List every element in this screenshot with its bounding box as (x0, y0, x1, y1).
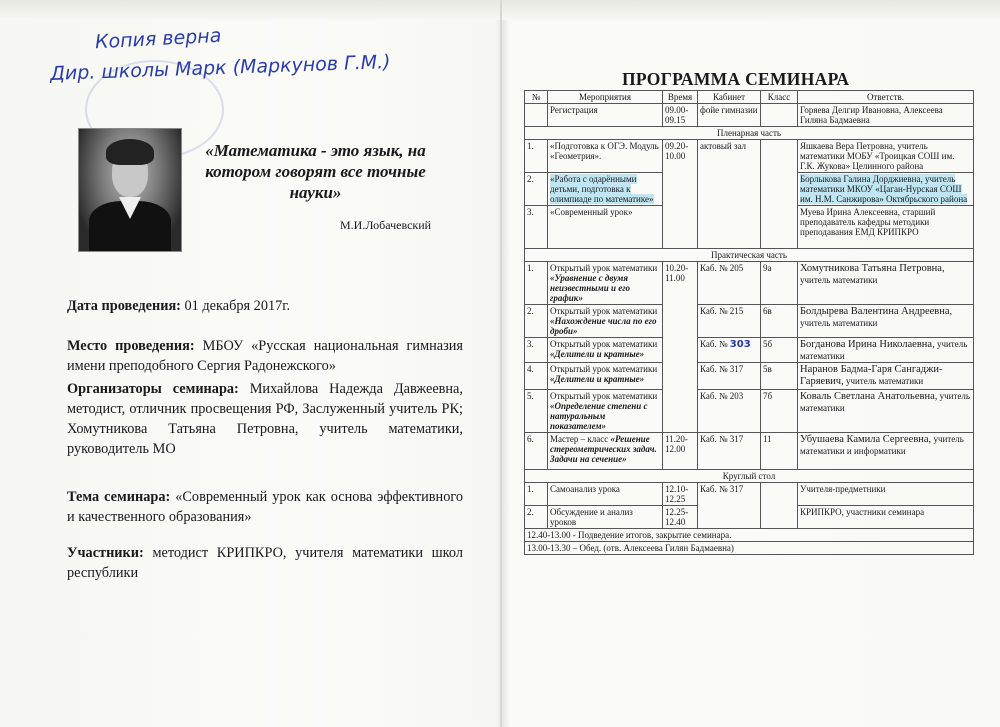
cell-class: 9а (761, 262, 798, 305)
cell-room: Каб. № 303 (698, 338, 761, 363)
cell-event: Обсуждение и анализ уроков (548, 506, 663, 529)
cell-event: Мастер – класс «Решение стереометрических задач. Задачи на сечение» (548, 433, 663, 470)
table-row (525, 483, 974, 506)
cell-event: Открытый урок математики «Делители и кратные» (548, 338, 663, 363)
cell-responsible: Учителя-предметники (798, 483, 974, 506)
cell-number: 2. (525, 506, 548, 529)
cell-number: 5. (525, 390, 548, 433)
section-practical: Практическая часть (525, 249, 974, 262)
epigraph-quote: «Математика - это язык, на котором говорят все точные науки» (205, 141, 426, 202)
cell-responsible: Муева Ирина Алексеевна, старший преподаватель кафедры методики преподавания ЕМД КРИПКРО (798, 206, 974, 249)
cell-number: 1. (525, 483, 548, 506)
cell-event: Регистрация (548, 104, 663, 127)
cell-time: 09.00-09.15 (663, 104, 698, 127)
seminar-participants: Участники: методист КРИПКРО, учителя математики школ республики (67, 545, 463, 581)
seminar-date: Дата проведения: 01 декабря 2017г. (67, 298, 291, 314)
cell-responsible: Хомутникова Татьяна Петровна, учитель математики (798, 262, 974, 305)
seminar-organizers: Организаторы семинара: Михайлова Надежда Давжеевна, методист, отличник просвещения РФ, Заслуженный учитель РК; Хомутникова Татьяна Петровна, учитель математики, руководитель МО (67, 381, 463, 457)
cell-number: 1. (525, 262, 548, 305)
table-row (525, 338, 974, 363)
cell-number: 2. (525, 305, 548, 338)
cell-event: Открытый урок математики «Нахождение числа по его дроби» (548, 305, 663, 338)
program-title: ПРОГРАММА СЕМИНАРА (622, 69, 850, 89)
header-responsible: Ответств. (798, 91, 974, 104)
cell-event: Самоанализ урока (548, 483, 663, 506)
cell-class: 5в (761, 363, 798, 390)
cell-responsible: Убушаева Камила Сергеевна, учитель математики и информатики (798, 433, 974, 470)
header-room: Кабинет (698, 91, 761, 104)
table-row (525, 104, 974, 127)
cell-event: Открытый урок математики «Уравнение с двумя неизвестными и его график» (548, 262, 663, 305)
cell-event: «Современный урок» (548, 206, 663, 249)
cell-number: 1. (525, 140, 548, 173)
header-event: Мероприятия (548, 91, 663, 104)
cell-event: «Работа с одарёнными детьми, подготовка к олимпиаде по математике» (548, 173, 663, 206)
cell-room: Каб. № 317 (698, 433, 761, 470)
table-row (525, 390, 974, 433)
cell-class: 5б (761, 338, 798, 363)
table-header-row (525, 91, 974, 104)
cell-time: 12.25-12.40 (663, 506, 698, 529)
cell-class: 7б (761, 390, 798, 433)
cell-responsible: Коваль Светлана Анатольевна, учитель математики (798, 390, 974, 433)
cell-room: Каб. № 317 (698, 483, 761, 529)
cell-responsible: КРИПКРО, участники семинара (798, 506, 974, 529)
table-row (525, 262, 974, 305)
cell-responsible: Яшкаева Вера Петровна, учитель математики МОБУ «Троицкая СОШ им. Г.К. Жукова» Целинного района (798, 140, 974, 173)
cell-room: фойе гимназии (698, 104, 761, 127)
cell-number: 3. (525, 338, 548, 363)
section-plenary: Пленарная часть (525, 127, 974, 140)
cell-room: актовый зал (698, 140, 761, 249)
header-class: Класс (761, 91, 798, 104)
cell-number: 3. (525, 206, 548, 249)
cell-room: Каб. № 317 (698, 363, 761, 390)
cell-event: Открытый урок математики «Делители и кратные» (548, 363, 663, 390)
cell-time: 12.10-12.25 (663, 483, 698, 506)
cell-time: 11.20-12.00 (663, 433, 698, 470)
cell-responsible: Наранов Бадма-Гаря Сангаджи-Гаряевич, учитель математики (798, 363, 974, 390)
cell-time: 10.20-11.00 (663, 262, 698, 433)
page-fold (500, 0, 502, 727)
cell-number: 2. (525, 173, 548, 206)
epigraph-author: М.И.Лобачевский (340, 218, 432, 232)
cell-event: Открытый урок математики «Определение степени с натуральным показателем» (548, 390, 663, 433)
cell-event: «Подготовка к ОГЭ. Модуль «Геометрия». (548, 140, 663, 173)
handwritten-certification-line2: Дир. школы Марк (Маркунов Г.М.) (49, 51, 391, 85)
header-number: № (525, 91, 548, 104)
cell-room: Каб. № 205 (698, 262, 761, 305)
cell-responsible: Болдырева Валентина Андреевна, учитель математики (798, 305, 974, 338)
seminar-place: Место проведения: МБОУ «Русская национальная гимназия имени преподобного Сергия Радонежского» (67, 338, 463, 374)
cell-responsible: Горяева Делгир Ивановна, Алексеева Гиляна Бадмаевна (798, 104, 974, 127)
handwritten-certification-line1: Копия верна (94, 24, 222, 54)
footer-line-lunch: 13.00-13.30 – Обед. (отв. Алексеева Гилян Бадмаевна) (525, 542, 974, 555)
cell-responsible: Борлыкова Галина Дорджиевна, учитель математики МКОУ «Цаган-Нурская СОШ им. Н.М. Санжирова» Октябрьского района (798, 173, 974, 206)
table-row (525, 140, 974, 173)
cell-number: 6. (525, 433, 548, 470)
header-time: Время (663, 91, 698, 104)
section-round-table: Круглый стол (525, 470, 974, 483)
cell-class: 6в (761, 305, 798, 338)
cell-class: 11 (761, 433, 798, 470)
program-table (524, 90, 974, 555)
cell-room: Каб. № 203 (698, 390, 761, 433)
cell-responsible: Богданова Ирина Николаевна, учитель математики (798, 338, 974, 363)
cell-time: 09.20-10.00 (663, 140, 698, 249)
lobachevsky-portrait (78, 128, 182, 252)
cell-number: 4. (525, 363, 548, 390)
table-row (525, 363, 974, 390)
handwritten-room-number: 303 (729, 339, 751, 350)
table-row (525, 433, 974, 470)
seminar-theme: Тема семинара: «Современный урок как основа эффективного и качественного образования» (67, 489, 463, 525)
footer-line-summary: 12.40-13.00 - Подведение итогов, закрытие семинара. (525, 529, 974, 542)
cell-room: Каб. № 215 (698, 305, 761, 338)
table-row (525, 305, 974, 338)
